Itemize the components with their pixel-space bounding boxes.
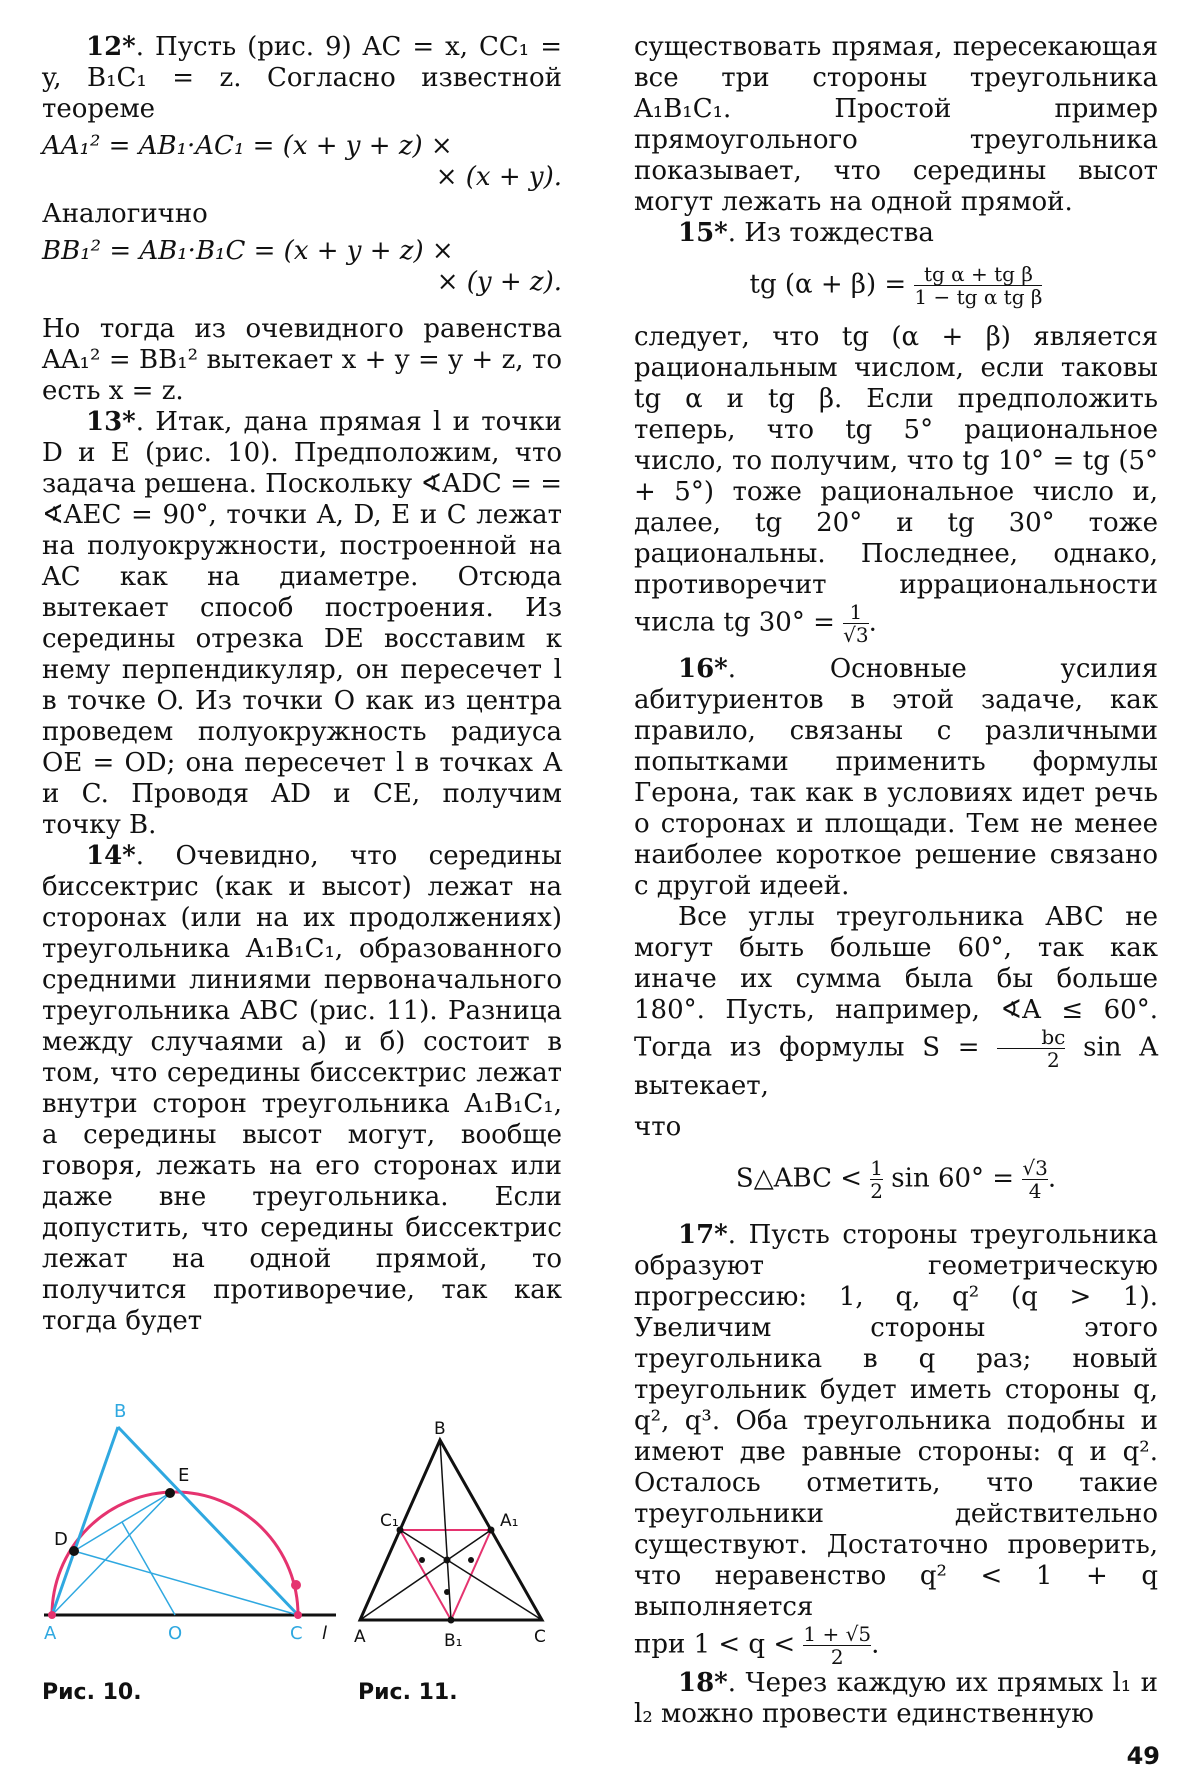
- problem-12-number: 12*: [86, 32, 136, 62]
- fig10-label-o: O: [168, 1623, 183, 1644]
- fig11-label-a: A: [354, 1627, 366, 1647]
- fig10-label-c: C: [290, 1623, 303, 1644]
- figure-11-caption: Рис. 11.: [358, 1680, 458, 1705]
- fig10-side-bc: [118, 1427, 298, 1615]
- area-inequality: S△ABC < $\frac{1}{2}$ sin 60° = $\frac{√3}{4}$ .: [735, 1156, 1057, 1203]
- fig10-perpendicular: [122, 1522, 175, 1615]
- tangent-fraction: $\frac{\text{tg α + tg β}}{\text{1 − tg α tg β}}$: [914, 262, 1043, 309]
- fig11-point-b1: [448, 1617, 455, 1624]
- problem-14: 14*. Очевидно, что середины биссектрис (как и высот) лежат на сторонах (или на их продолжениях) треугольника A₁B₁C₁, образованного средними линиями первоначального треугольника ABC (рис. 11). Разница между случаями а) и б) состоит в том, что середины биссектрис лежат внутри сторон треугольника A₁B₁C₁, а середины высот могут, вообще говоря, лежать на его сторонах или даже вне треугольника. Если допустить, что середины биссектрис лежат на одной прямой, то получится противоречие, так как тогда будет: [42, 841, 562, 1336]
- equation-aa1: AA₁² = AB₁·AC₁ = (x + y + z) × × (x + y).: [42, 131, 562, 192]
- fig11-label-c: C: [534, 1627, 546, 1647]
- fig10-label-b: B: [114, 1401, 127, 1422]
- fig10-point-c: [294, 1611, 302, 1619]
- fig10-label-l: l: [322, 1623, 328, 1644]
- fig10-side-ab: [52, 1427, 118, 1615]
- figure-11: [350, 1420, 560, 1660]
- fig10-point-e: [165, 1488, 175, 1498]
- figure-10-caption: Рис. 10.: [42, 1680, 142, 1705]
- chto-text: что: [634, 1112, 682, 1142]
- golden-ratio-fraction: $\frac{1 + √5}{2}$: [803, 1622, 872, 1669]
- left-column: [42, 32, 562, 1337]
- fig11-point-a1: [488, 1527, 495, 1534]
- fig10-point-d: [69, 1546, 79, 1556]
- problem-12-conclusion: Но тогда из очевидного равенства AA₁² = BB₁² вытекает x + y = y + z, то есть x = z.: [42, 314, 562, 406]
- problem-12-intro: 12*. Пусть (рис. 9) AC = x, CC₁ = y, B₁C₁ = z. Согласно известной теореме: [42, 32, 562, 124]
- fig11-midline-triangle: [400, 1530, 491, 1620]
- half-fraction: $\frac{1}{2}$: [870, 1156, 884, 1203]
- problem-16-angles: Все углы треугольника ABC не могут быть больше 60°, так как иначе их сумма была бы больше 180°. Пусть, например, ∢A ≤ 60°. Тогда из формулы S = $\frac{bc}{2}$ sin A вытекает,: [634, 902, 1159, 1101]
- fig11-mid-1: [419, 1557, 425, 1563]
- fig10-point-a: [48, 1611, 56, 1619]
- problem-15-body: следует, что tg (α + β) является рациональным числом, если таковы tg α и tg β. Если предположить теперь, что tg 5° рациональное число, то получим, что tg 10° = tg (5° + 5°) тоже рациональное число и, далее, tg 20° и tg 30° тоже рациональны. Последнее, однако, противоречит иррациональности числа tg 30° = $\frac{1}{√3}$ .: [634, 322, 1158, 647]
- problem-15-intro: 15*. Из тождества: [678, 218, 934, 248]
- analogously-text: Аналогично: [42, 199, 208, 229]
- problem-18-number: 18*: [678, 1668, 728, 1698]
- sqrt3-over-4-fraction: $\frac{√3}{4}$: [1022, 1156, 1048, 1203]
- fig10-label-a: A: [44, 1623, 57, 1644]
- fig11-label-b1: B₁: [444, 1631, 463, 1651]
- right-column: [634, 32, 1158, 1730]
- fig11-mid-3: [444, 1589, 450, 1595]
- fig11-centroid: [444, 1557, 451, 1564]
- problem-13: 13*. Итак, дана прямая l и точки D и E (рис. 10). Предположим, что задача решена. Поскольку ∢ADC = = ∢AEC = 90°, точки A, D, E и C лежат на полуокружности, построенной на AC как на диаметре. Отсюда вытекает способ построения. Из середины отрезка DE восставим к нему перпендикуляр, он пересечет l в точке O. Из точки O как из центра проведем полуокружность радиуса OE = OD; она пересечет l в точках A и C. Проводя AD и CE, получим точку B.: [42, 407, 562, 840]
- problem-18: 18*. Через каждую их прямых l₁ и l₂ можно провести единственную: [634, 1668, 1158, 1729]
- fig11-label-c1: C₁: [380, 1511, 399, 1531]
- fig11-label-a1: A₁: [500, 1511, 519, 1531]
- fig10-segment-cd: [74, 1551, 298, 1615]
- problem-13-number: 13*: [86, 407, 136, 437]
- tg30-fraction: $\frac{1}{√3}$: [843, 600, 869, 647]
- problem-14-number: 14*: [86, 841, 136, 871]
- problem-17-bound: при 1 < q < $\frac{1 + √5}{2}$ .: [634, 1622, 880, 1669]
- problem-17-number: 17*: [678, 1220, 728, 1250]
- problem-16-number: 16*: [678, 654, 728, 684]
- fig10-label-d: D: [54, 1529, 68, 1550]
- problem-15-number: 15*: [678, 218, 728, 248]
- problem-16: 16*. Основные усилия абитуриентов в этой задаче, как правило, связаны с различными попытками применить формулы Герона, так как в условиях идет речь о сторонах и площади. Тем не менее наиболее короткое решение связано с другой идеей.: [634, 654, 1158, 901]
- bc-fraction: $\frac{bc}{2}$: [997, 1026, 1065, 1071]
- problem-14-continued: существовать прямая, пересекающая все три стороны треугольника A₁B₁C₁. Простой пример прямоугольного треугольника показывает, что середины высот могут лежать на одной прямой.: [634, 32, 1158, 217]
- figure-10: [40, 1395, 340, 1655]
- fig10-label-e: E: [178, 1465, 190, 1486]
- equation-bb1: BB₁² = AB₁·B₁C = (x + y + z) × × (y + z).: [42, 236, 562, 297]
- problem-17: 17*. Пусть стороны треугольника образуют геометрическую прогрессию: 1, q, q² (q > 1). Увеличим стороны этого треугольника в q раз; новый треугольник будет иметь стороны q, q², q³. Оба треугольника подобны и имеют две равные стороны: q и q². Осталось отметить, что такие треугольники действительно существуют. Достаточно проверить, что неравенство q² < 1 + q выполняется: [634, 1220, 1158, 1622]
- fig11-mid-2: [468, 1557, 474, 1563]
- tangent-sum-formula: tg (α + β) = $\frac{\text{tg α + tg β}}{\text{1 − tg α tg β}}$: [749, 262, 1043, 309]
- fig11-label-b: B: [434, 1420, 446, 1439]
- fig10-arc-marker: [291, 1580, 301, 1590]
- page-number: 49: [1126, 1742, 1160, 1770]
